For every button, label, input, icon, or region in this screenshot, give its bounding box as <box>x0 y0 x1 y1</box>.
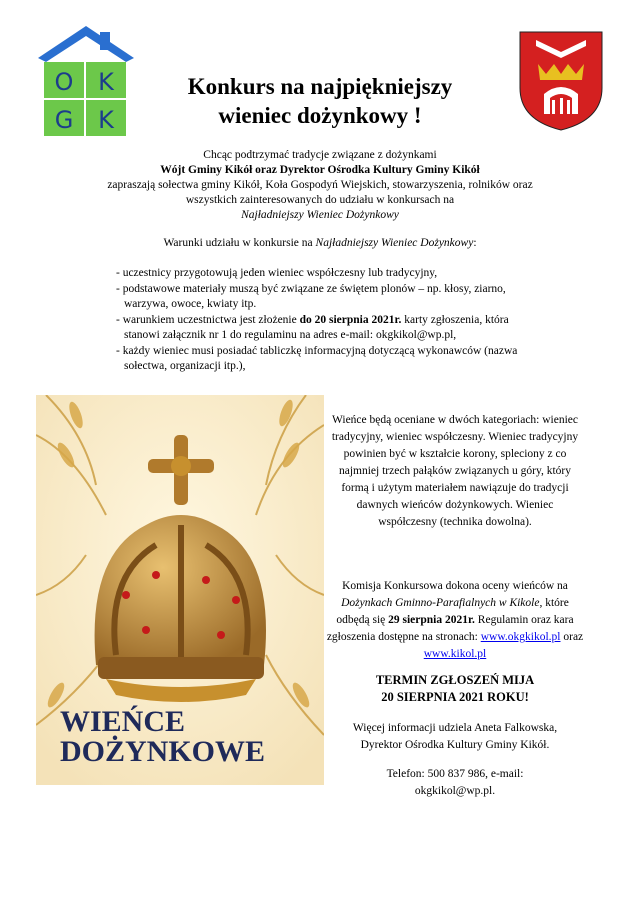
okgk-logo <box>30 22 140 140</box>
logo-letter-o: O <box>54 68 74 96</box>
kikol-link[interactable]: www.kikol.pl <box>423 648 487 660</box>
commission-text: Komisja Konkursowa dokona oceny wieńców na Dożynkach Gminno-Parafialnych w Kikole, które odbędą się 29 sierpnia 2021r. Regulamin oraz kara zgłoszenia dostępne na stronach: www.okgkikol.pl oraz www.kikol.pl <box>326 580 584 660</box>
intro-line-1: Chcąc podtrzymać tradycje związane z dożynkami <box>203 149 437 161</box>
logo-letter-k1: K <box>98 68 114 96</box>
okgkikol-link[interactable]: www.okgkikol.pl <box>480 631 561 643</box>
logo-letter-g: G <box>54 106 74 134</box>
deadline-text: TERMIN ZGŁOSZEŃ MIJA 20 SIERPNIA 2021 ROKU! <box>375 673 535 704</box>
list-item: - każdy wieniec musi posiadać tabliczkę informacyjną dotyczącą wykonawców (nazwa sołectwa, organizacji itp.), <box>116 344 518 372</box>
logo-letter-k2: K <box>98 106 114 134</box>
intro-text <box>70 148 570 223</box>
list-item: - warunkiem uczestnictwa jest złożenie do 20 sierpnia 2021r. karty zgłoszenia, która stanowi załącznik nr 1 do regulaminu na adres e-mail: okgkikol@wp.pl, <box>116 313 509 341</box>
list-item: - podstawowe materiały muszą być związane ze świętem plonów – np. kłosy, ziarno, warzywa, owoce, kwiaty itp. <box>116 282 506 310</box>
info-text: Więcej informacji udziela Aneta Falkowska, Dyrektor Ośrodka Kultury Gminy Kikół. <box>352 722 558 751</box>
intro-line-3: zapraszają sołectwa gminy Kikół, Koła Gospodyń Wiejskich, stowarzyszenia, rolników oraz <box>107 179 533 191</box>
title-line-2: wieniec dożynkowy ! <box>218 103 422 128</box>
contact-text: Telefon: 500 837 986, e-mail: okgkikol@wp.pl. <box>386 768 524 797</box>
categories-text: Wieńce będą oceniane w dwóch kategoriach: wieniec tradycyjny, wieniec współczesny. Wieniec tradycyjny powinien być w kształcie korony, spleciony z co najmniej trzech pałąków związanych u góry, który formą i użytym materiałem nawiązuje do tradycji dawnych wieńców dożynkowych. Wieniec współczesny (technika dowolna). <box>331 414 579 528</box>
title-line-1: Konkurs na najpiękniejszy <box>187 74 453 99</box>
list-item: - uczestnicy przygotowują jeden wieniec współczesny lub tradycyjny, <box>116 267 438 279</box>
poster-title-line-1: WIEŃCE <box>60 705 186 738</box>
page-title <box>130 72 510 130</box>
intro-line-4: wszystkich zainteresowanych do udziału w konkursach na <box>185 194 455 206</box>
wreath-poster-image <box>36 395 324 785</box>
conditions-heading: Warunki udziału w konkursie na Najładniejszy Wieniec Dożynkowy: <box>163 237 477 249</box>
wreath-illustration <box>36 395 324 785</box>
intro-line-5: Najładniejszy Wieniec Dożynkowy <box>241 209 399 221</box>
poster-title-line-2: DOŻYNKOWE <box>60 735 266 768</box>
intro-line-2: Wójt Gminy Kikół oraz Dyrektor Ośrodka Kultury Gminy Kikół <box>160 164 480 176</box>
coat-of-arms-icon <box>516 28 606 132</box>
conditions-list <box>116 266 546 375</box>
